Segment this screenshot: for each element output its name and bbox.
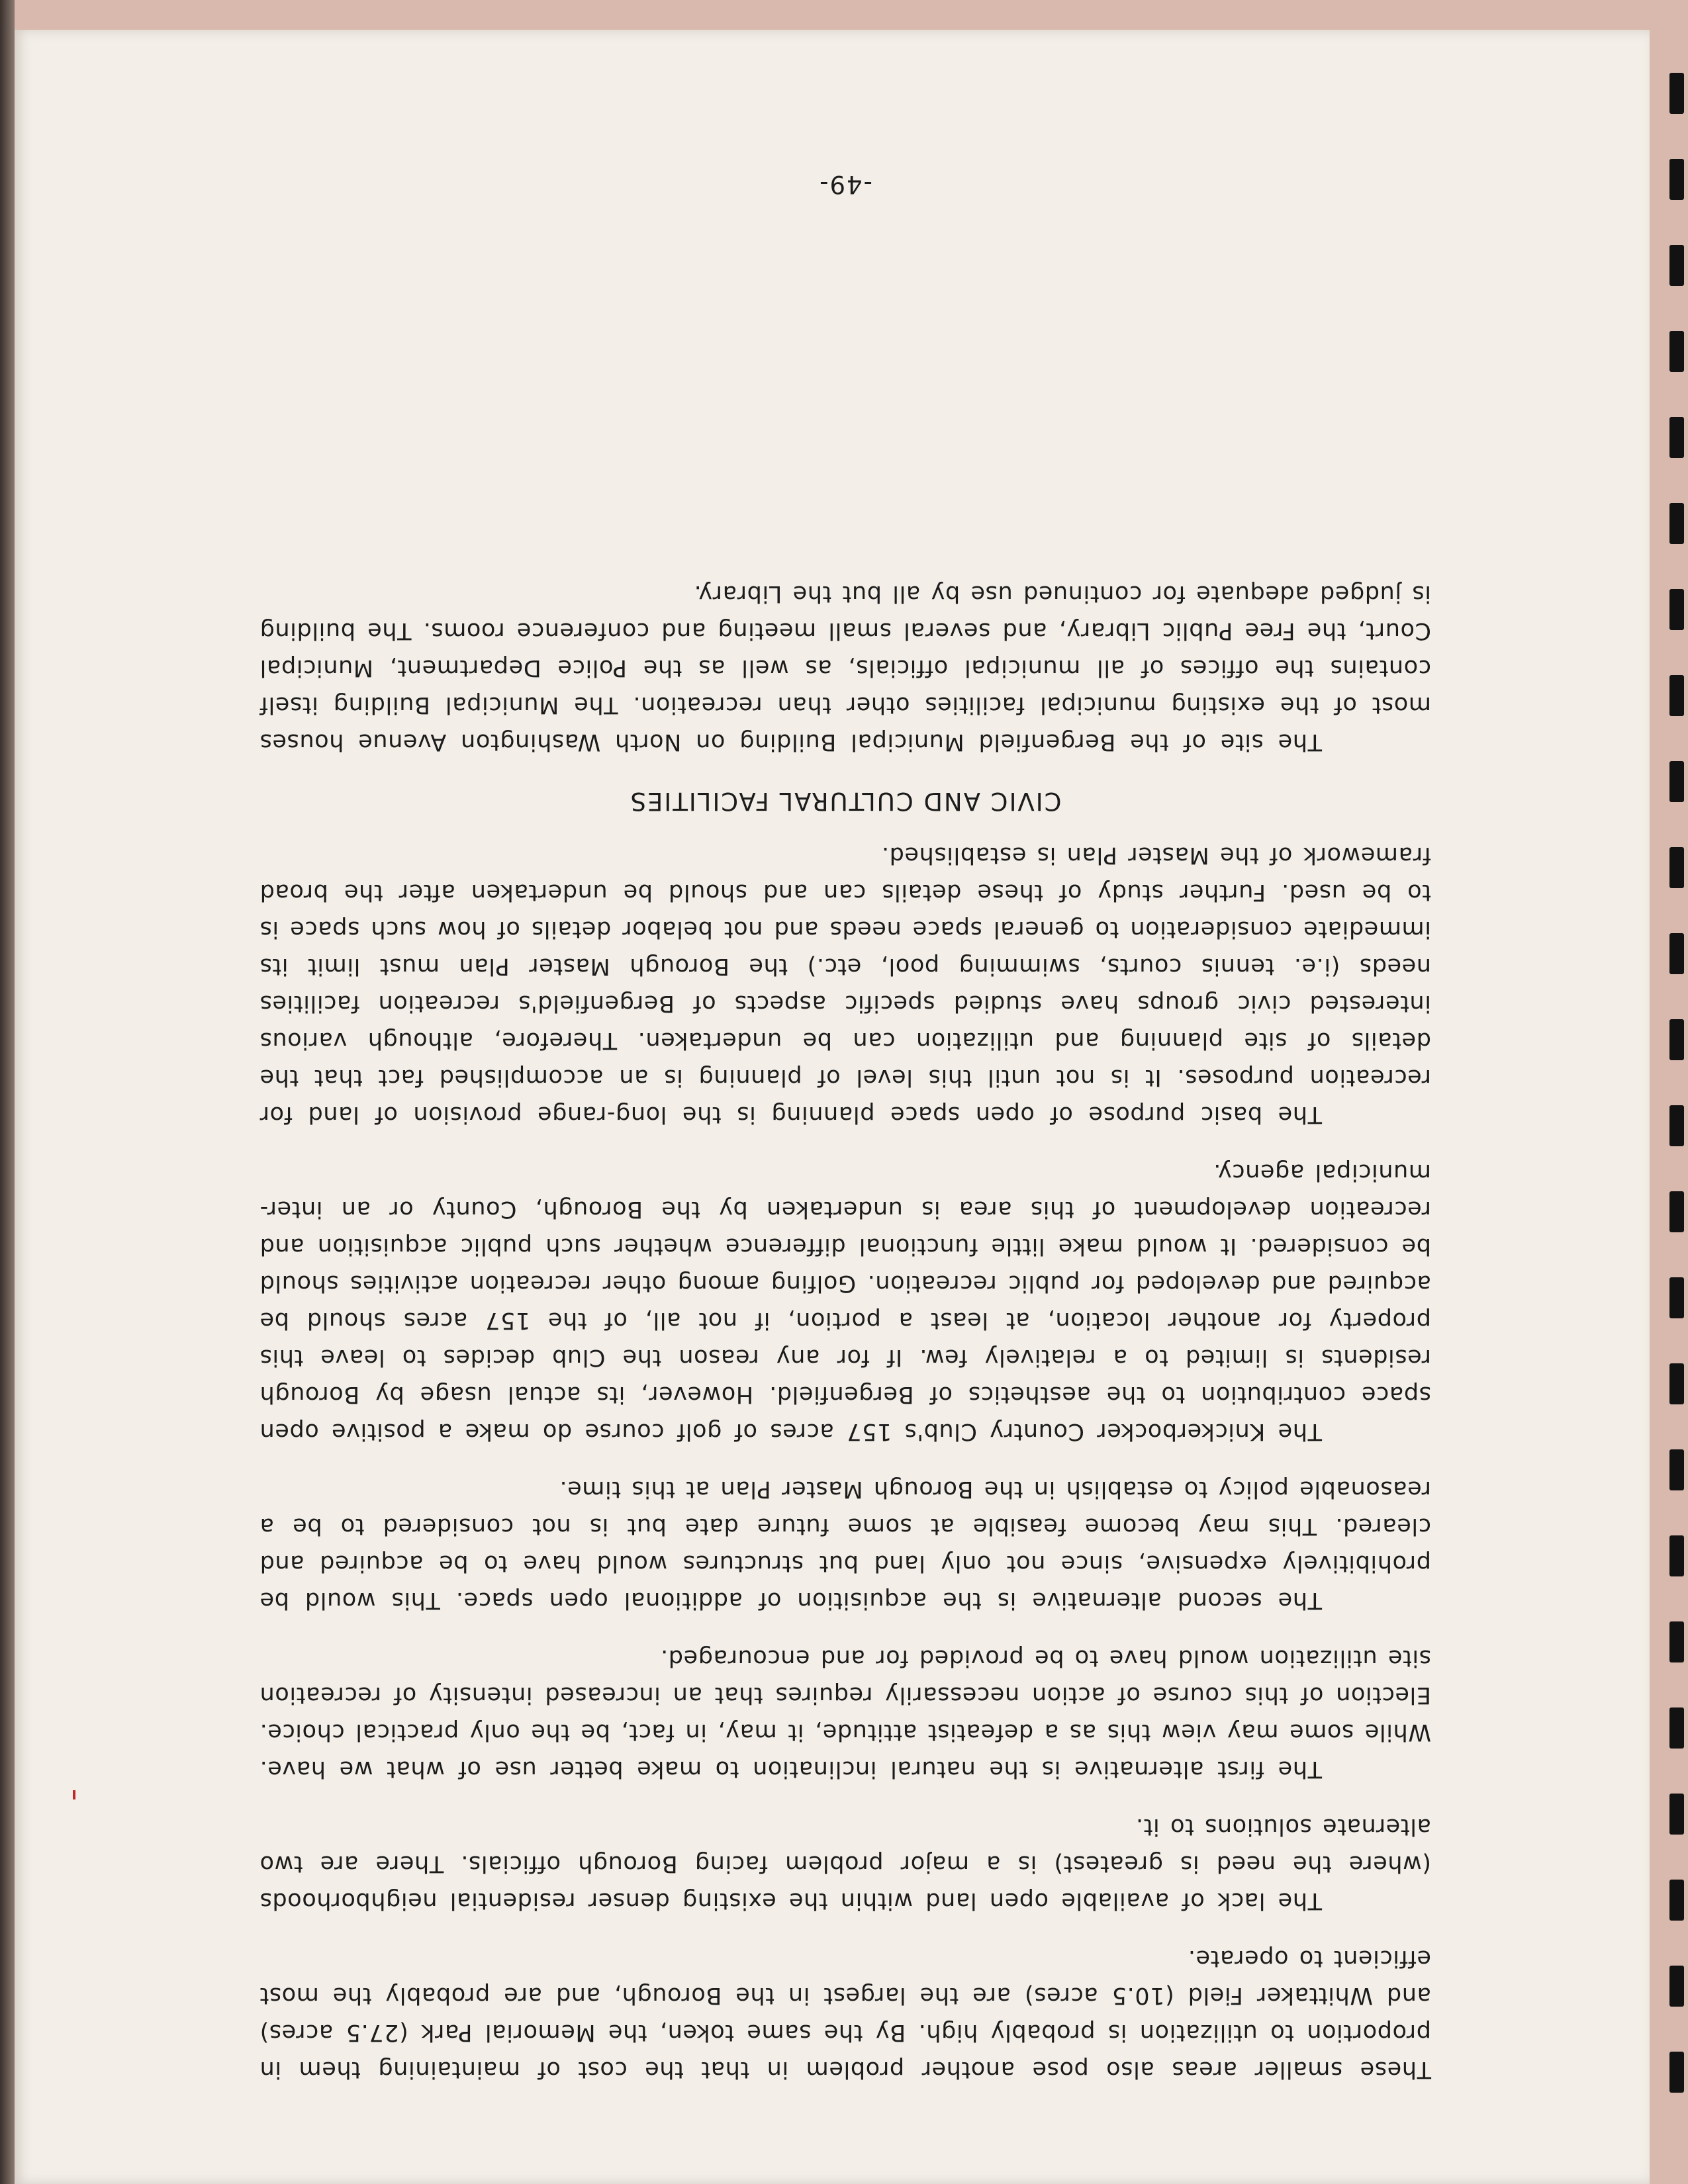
binding-hole <box>1669 1191 1684 1232</box>
binding-hole <box>1669 761 1684 802</box>
page-content <box>259 149 1431 2088</box>
binding-hole <box>1669 1363 1684 1404</box>
binding-hole <box>1669 1794 1684 1835</box>
binding-hole <box>1669 159 1684 200</box>
binding-hole <box>1669 675 1684 716</box>
binding-hole <box>1669 2052 1684 2093</box>
section-heading: CIVIC AND CULTURAL FACILITIES <box>629 787 1062 815</box>
binding-hole <box>1669 933 1684 974</box>
red-ink-mark <box>73 1790 75 1799</box>
paragraph-second-alternative: The second alternative is the acquisition of additional open space. This would be prohibitively expensive, since not only land but structures would have to be acquired and cleared. This may become feasible at some future date but is not considered to be a reasonable policy to establish in the Borough Master Plan at this time. <box>259 1476 1431 1614</box>
binding-hole <box>1669 417 1684 458</box>
binding-hole <box>1669 331 1684 372</box>
paragraph-knickerbocker: The Knickerbocker Country Club's 157 acres of golf course do make a positive open space contribution to the aesthetics of Bergenfield. However, its actual usage by Borough residents is limited to a relatively few. If for any reason the Club decides to leave this property for another location, at least a portion, if not all, of the 157 acres should be acquired and developed for public recreation. Golfing among other recreation activities should be considered. It would make little functional difference whether such public acquisition and recreation development of this area is undertaken by the Borough, County or an inter-municipal agency. <box>259 1159 1431 1445</box>
binding-shadow <box>0 0 15 2184</box>
binding-hole <box>1669 73 1684 114</box>
binding-hole <box>1669 1449 1684 1490</box>
spiral-binding-holes <box>1662 0 1688 2184</box>
binding-hole <box>1669 1105 1684 1146</box>
page-number: -49- <box>818 170 872 199</box>
binding-hole <box>1669 589 1684 630</box>
binding-hole <box>1669 847 1684 888</box>
binding-hole <box>1669 1707 1684 1749</box>
text-body <box>259 555 1431 2088</box>
paragraph-municipal-building: The site of the Bergenfield Municipal Building on North Washington Avenue houses most of the existing municipal facilities other than recreation. The Municipal Building itself contains the offices of all municipal officials, as well as the Police Department, Municipal Court, the Free Public Library, and several small meeting and conference rooms. The building is judged adequate for continued use by all but the Library. <box>259 580 1431 755</box>
paragraph-smaller-areas: These smaller areas also pose another problem in that the cost of maintaining them in proportion to utilization is probably high. By the same token, the Memorial Park (27.5 acres) and Whittaker Field (10.5 acres) are the largest in the Borough, and are probably the most efficient to operate. <box>259 1945 1431 2083</box>
binding-hole <box>1669 1621 1684 1662</box>
binding-hole <box>1669 1880 1684 1921</box>
binding-hole <box>1669 1966 1684 2007</box>
paragraph-open-space-purpose: The basic purpose of open space planning is the long-range provision of land for recreation purposes. It is not until this level of planning is an accomplished fact that the details of site planning and utilization can be undertaken. Therefore, although various interested civic groups have studied specific aspects of Bergenfield's recreation facilities needs (i.e. tennis courts, swimming pool, etc.) the Borough Master Plan must limit its immediate consideration to general space needs and not belabor details of how such space is to be used. Further study of these details can and should be undertaken after the broad framework of the Master Plan is established. <box>259 842 1431 1128</box>
binding-hole <box>1669 245 1684 286</box>
binding-hole <box>1669 1277 1684 1318</box>
binding-hole <box>1669 503 1684 544</box>
paragraph-lack-of-open-land: The lack of available open land within the existing denser residential neighborhoods (where the need is greatest) is a major problem facing Borough officials. There are two alternate solutions to it. <box>259 1813 1431 1914</box>
binding-hole <box>1669 1019 1684 1060</box>
binding-hole <box>1669 1535 1684 1576</box>
document-page <box>15 30 1650 2184</box>
paragraph-first-alternative: The first alternative is the natural inclination to make better use of what we have. While some may view this as a defeatist attitude, it may, in fact, be the only practical choice. Election of this course of action necessarily requires that an increased intensity of recreation site utilization would have to be provided for and encouraged. <box>259 1645 1431 1782</box>
